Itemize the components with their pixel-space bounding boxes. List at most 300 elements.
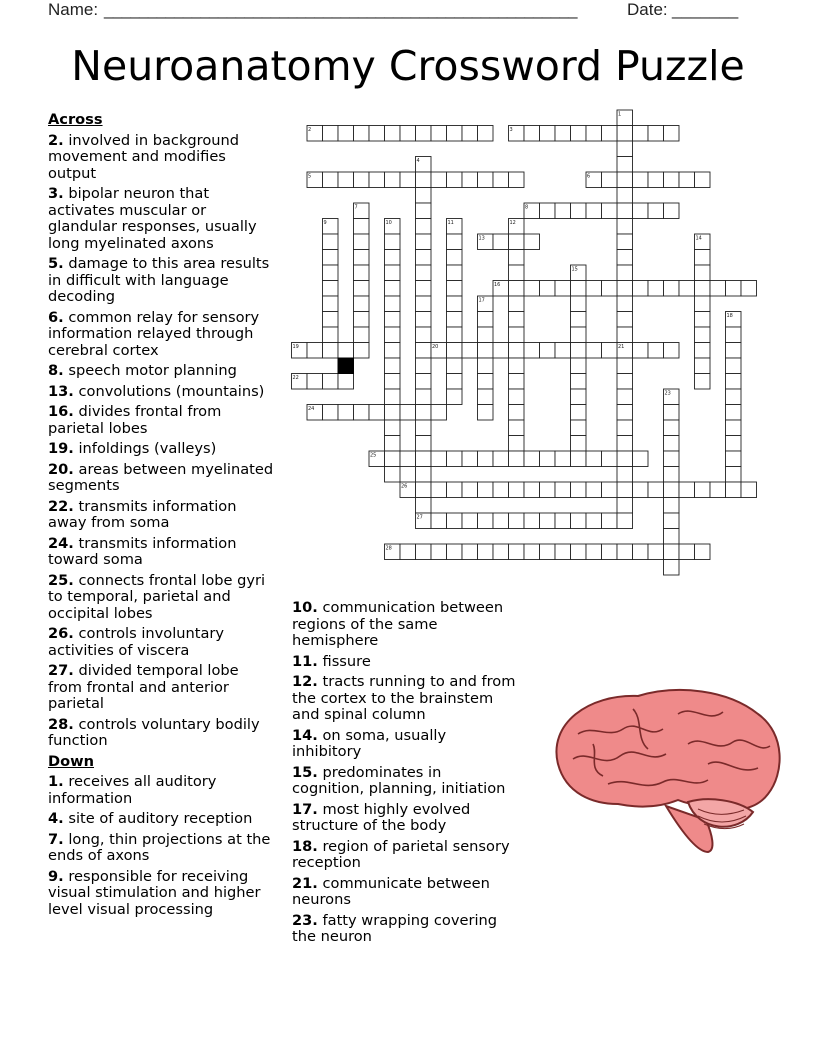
grid-cell[interactable] <box>664 172 680 188</box>
grid-cell[interactable] <box>323 281 339 297</box>
grid-cell[interactable] <box>617 141 633 157</box>
grid-cell[interactable] <box>493 343 509 359</box>
grid-cell[interactable] <box>447 343 463 359</box>
grid-cell[interactable] <box>478 312 494 328</box>
grid-cell[interactable] <box>416 436 432 452</box>
grid-cell[interactable] <box>385 327 401 343</box>
grid-cell[interactable] <box>710 482 726 498</box>
grid-cell[interactable] <box>586 343 602 359</box>
grid-cell[interactable] <box>323 405 339 421</box>
grid-cell[interactable] <box>726 482 742 498</box>
grid-cell[interactable] <box>695 250 711 266</box>
grid-cell[interactable] <box>416 265 432 281</box>
grid-cell[interactable] <box>571 436 587 452</box>
grid-cell[interactable] <box>602 451 618 467</box>
grid-cell[interactable] <box>617 265 633 281</box>
grid-cell[interactable] <box>695 482 711 498</box>
grid-cell[interactable] <box>462 343 478 359</box>
grid-cell[interactable] <box>493 172 509 188</box>
grid-cell[interactable] <box>447 358 463 374</box>
grid-cell[interactable] <box>323 250 339 266</box>
grid-cell[interactable] <box>447 544 463 560</box>
grid-cell[interactable] <box>400 405 416 421</box>
grid-cell[interactable] <box>617 327 633 343</box>
grid-cell[interactable] <box>509 312 525 328</box>
grid-cell[interactable] <box>695 172 711 188</box>
grid-cell[interactable] <box>400 126 416 142</box>
grid-cell[interactable] <box>617 126 633 142</box>
grid-cell[interactable] <box>571 544 587 560</box>
grid-cell[interactable] <box>509 296 525 312</box>
grid-cell[interactable] <box>416 467 432 483</box>
grid-cell[interactable] <box>416 420 432 436</box>
grid-cell[interactable] <box>478 172 494 188</box>
grid-cell[interactable] <box>354 250 370 266</box>
grid-cell[interactable] <box>323 234 339 250</box>
grid-cell[interactable] <box>586 281 602 297</box>
grid-cell[interactable] <box>633 343 649 359</box>
grid-cell[interactable] <box>354 281 370 297</box>
grid-cell[interactable] <box>478 358 494 374</box>
grid-cell[interactable] <box>633 281 649 297</box>
grid-cell[interactable] <box>617 250 633 266</box>
grid-cell[interactable] <box>586 451 602 467</box>
grid-cell[interactable] <box>695 544 711 560</box>
grid-cell[interactable] <box>695 296 711 312</box>
grid-cell[interactable] <box>679 281 695 297</box>
grid-cell[interactable] <box>447 482 463 498</box>
grid-cell[interactable] <box>571 281 587 297</box>
grid-cell[interactable] <box>385 405 401 421</box>
grid-cell[interactable] <box>400 451 416 467</box>
grid-cell[interactable] <box>602 203 618 219</box>
grid-cell[interactable] <box>509 436 525 452</box>
grid-cell[interactable] <box>524 281 540 297</box>
grid-cell[interactable] <box>617 312 633 328</box>
grid-cell[interactable] <box>664 281 680 297</box>
grid-cell[interactable] <box>385 374 401 390</box>
grid-cell[interactable] <box>540 513 556 529</box>
grid-cell[interactable] <box>509 327 525 343</box>
grid-cell[interactable] <box>617 358 633 374</box>
grid-cell[interactable] <box>617 420 633 436</box>
grid-cell[interactable] <box>478 327 494 343</box>
grid-cell[interactable] <box>617 389 633 405</box>
grid-cell[interactable] <box>586 203 602 219</box>
grid-cell[interactable] <box>726 420 742 436</box>
grid-cell[interactable] <box>555 482 571 498</box>
grid-cell[interactable] <box>617 544 633 560</box>
grid-cell[interactable] <box>617 172 633 188</box>
grid-cell[interactable] <box>385 296 401 312</box>
grid-cell[interactable] <box>726 436 742 452</box>
grid-cell[interactable] <box>416 498 432 514</box>
grid-cell[interactable] <box>431 482 447 498</box>
grid-cell[interactable] <box>323 172 339 188</box>
grid-cell[interactable] <box>648 482 664 498</box>
grid-cell[interactable] <box>385 467 401 483</box>
grid-cell[interactable] <box>555 513 571 529</box>
grid-cell[interactable] <box>664 467 680 483</box>
grid-cell[interactable] <box>478 451 494 467</box>
grid-cell[interactable] <box>323 343 339 359</box>
grid-cell[interactable] <box>617 296 633 312</box>
grid-cell[interactable] <box>540 451 556 467</box>
grid-cell[interactable] <box>478 544 494 560</box>
grid-cell[interactable] <box>540 544 556 560</box>
grid-cell[interactable] <box>617 234 633 250</box>
grid-cell[interactable] <box>385 265 401 281</box>
grid-cell[interactable] <box>602 343 618 359</box>
grid-cell[interactable] <box>431 405 447 421</box>
grid-cell[interactable] <box>338 374 354 390</box>
grid-cell[interactable] <box>385 343 401 359</box>
grid-cell[interactable] <box>571 312 587 328</box>
grid-cell[interactable] <box>741 482 757 498</box>
grid-cell[interactable] <box>555 451 571 467</box>
grid-cell[interactable] <box>385 126 401 142</box>
grid-cell[interactable] <box>617 374 633 390</box>
grid-cell[interactable] <box>385 451 401 467</box>
grid-cell[interactable] <box>726 451 742 467</box>
grid-cell[interactable] <box>416 296 432 312</box>
grid-cell[interactable] <box>385 436 401 452</box>
grid-cell[interactable] <box>571 203 587 219</box>
grid-cell[interactable] <box>664 451 680 467</box>
grid-cell[interactable] <box>695 312 711 328</box>
grid-cell[interactable] <box>462 451 478 467</box>
grid-cell[interactable] <box>385 234 401 250</box>
grid-cell[interactable] <box>602 281 618 297</box>
grid-cell[interactable] <box>726 374 742 390</box>
grid-cell[interactable] <box>369 405 385 421</box>
grid-cell[interactable] <box>509 234 525 250</box>
grid-cell[interactable] <box>416 188 432 204</box>
grid-cell[interactable] <box>416 250 432 266</box>
grid-cell[interactable] <box>493 234 509 250</box>
grid-cell[interactable] <box>726 467 742 483</box>
grid-cell[interactable] <box>602 482 618 498</box>
grid-cell[interactable] <box>695 281 711 297</box>
grid-cell[interactable] <box>555 126 571 142</box>
grid-cell[interactable] <box>385 358 401 374</box>
grid-cell[interactable] <box>385 389 401 405</box>
date-field[interactable]: _______ <box>672 0 739 19</box>
grid-cell[interactable] <box>447 513 463 529</box>
grid-cell[interactable] <box>462 126 478 142</box>
grid-cell[interactable] <box>617 281 633 297</box>
grid-cell[interactable] <box>416 482 432 498</box>
grid-cell[interactable] <box>354 405 370 421</box>
grid-cell[interactable] <box>509 405 525 421</box>
grid-cell[interactable] <box>416 312 432 328</box>
grid-cell[interactable] <box>571 389 587 405</box>
grid-cell[interactable] <box>679 482 695 498</box>
grid-cell[interactable] <box>509 482 525 498</box>
grid-cell[interactable] <box>617 498 633 514</box>
name-field[interactable]: ______________________________________________________ <box>104 0 577 19</box>
grid-cell[interactable] <box>586 126 602 142</box>
grid-cell[interactable] <box>617 188 633 204</box>
grid-cell[interactable] <box>307 374 323 390</box>
grid-cell[interactable] <box>509 358 525 374</box>
grid-cell[interactable] <box>524 126 540 142</box>
grid-cell[interactable] <box>338 405 354 421</box>
grid-cell[interactable] <box>648 343 664 359</box>
grid-cell[interactable] <box>633 451 649 467</box>
grid-cell[interactable] <box>416 126 432 142</box>
grid-cell[interactable] <box>664 436 680 452</box>
grid-cell[interactable] <box>478 343 494 359</box>
grid-cell[interactable] <box>385 250 401 266</box>
grid-cell[interactable] <box>478 126 494 142</box>
grid-cell[interactable] <box>338 172 354 188</box>
grid-cell[interactable] <box>509 265 525 281</box>
grid-cell[interactable] <box>416 405 432 421</box>
grid-cell[interactable] <box>586 513 602 529</box>
grid-cell[interactable] <box>354 327 370 343</box>
grid-cell[interactable] <box>385 172 401 188</box>
grid-cell[interactable] <box>571 296 587 312</box>
grid-cell[interactable] <box>354 234 370 250</box>
grid-cell[interactable] <box>478 374 494 390</box>
grid-cell[interactable] <box>540 343 556 359</box>
grid-cell[interactable] <box>400 544 416 560</box>
grid-cell[interactable] <box>664 343 680 359</box>
grid-cell[interactable] <box>431 513 447 529</box>
grid-cell[interactable] <box>493 482 509 498</box>
grid-cell[interactable] <box>679 544 695 560</box>
grid-cell[interactable] <box>447 327 463 343</box>
grid-cell[interactable] <box>648 544 664 560</box>
grid-cell[interactable] <box>726 405 742 421</box>
grid-cell[interactable] <box>354 219 370 235</box>
grid-cell[interactable] <box>416 544 432 560</box>
grid-cell[interactable] <box>509 513 525 529</box>
grid-cell[interactable] <box>648 172 664 188</box>
grid-cell[interactable] <box>602 544 618 560</box>
grid-cell[interactable] <box>447 451 463 467</box>
grid-cell[interactable] <box>447 234 463 250</box>
grid-cell[interactable] <box>323 327 339 343</box>
grid-cell[interactable] <box>447 389 463 405</box>
grid-cell[interactable] <box>679 172 695 188</box>
grid-cell[interactable] <box>664 544 680 560</box>
grid-cell[interactable] <box>741 281 757 297</box>
grid-cell[interactable] <box>617 405 633 421</box>
grid-cell[interactable] <box>416 203 432 219</box>
grid-cell[interactable] <box>633 126 649 142</box>
grid-cell[interactable] <box>571 420 587 436</box>
grid-cell[interactable] <box>509 544 525 560</box>
grid-cell[interactable] <box>555 343 571 359</box>
grid-cell[interactable] <box>307 343 323 359</box>
grid-cell[interactable] <box>447 312 463 328</box>
grid-cell[interactable] <box>710 281 726 297</box>
grid-cell[interactable] <box>431 544 447 560</box>
grid-cell[interactable] <box>571 343 587 359</box>
grid-cell[interactable] <box>571 374 587 390</box>
grid-cell[interactable] <box>695 358 711 374</box>
grid-cell[interactable] <box>447 374 463 390</box>
grid-cell[interactable] <box>493 513 509 529</box>
grid-cell[interactable] <box>524 513 540 529</box>
grid-cell[interactable] <box>323 312 339 328</box>
grid-cell[interactable] <box>416 374 432 390</box>
grid-cell[interactable] <box>462 513 478 529</box>
grid-cell[interactable] <box>447 265 463 281</box>
grid-cell[interactable] <box>664 126 680 142</box>
grid-cell[interactable] <box>354 343 370 359</box>
grid-cell[interactable] <box>509 343 525 359</box>
grid-cell[interactable] <box>617 219 633 235</box>
grid-cell[interactable] <box>385 312 401 328</box>
grid-cell[interactable] <box>571 327 587 343</box>
grid-cell[interactable] <box>509 281 525 297</box>
grid-cell[interactable] <box>602 172 618 188</box>
grid-cell[interactable] <box>664 420 680 436</box>
grid-cell[interactable] <box>540 482 556 498</box>
grid-cell[interactable] <box>385 420 401 436</box>
grid-cell[interactable] <box>540 126 556 142</box>
grid-cell[interactable] <box>571 126 587 142</box>
grid-cell[interactable] <box>478 405 494 421</box>
grid-cell[interactable] <box>369 126 385 142</box>
grid-cell[interactable] <box>354 296 370 312</box>
grid-cell[interactable] <box>323 126 339 142</box>
grid-cell[interactable] <box>571 358 587 374</box>
grid-cell[interactable] <box>540 203 556 219</box>
grid-cell[interactable] <box>571 405 587 421</box>
grid-cell[interactable] <box>447 172 463 188</box>
grid-cell[interactable] <box>617 482 633 498</box>
grid-cell[interactable] <box>524 343 540 359</box>
grid-cell[interactable] <box>338 343 354 359</box>
grid-cell[interactable] <box>664 498 680 514</box>
grid-cell[interactable] <box>633 482 649 498</box>
grid-cell[interactable] <box>571 451 587 467</box>
grid-cell[interactable] <box>540 281 556 297</box>
grid-cell[interactable] <box>462 172 478 188</box>
grid-cell[interactable] <box>416 327 432 343</box>
grid-cell[interactable] <box>664 203 680 219</box>
grid-cell[interactable] <box>462 482 478 498</box>
grid-cell[interactable] <box>354 312 370 328</box>
grid-cell[interactable] <box>416 234 432 250</box>
grid-cell[interactable] <box>478 513 494 529</box>
grid-cell[interactable] <box>726 327 742 343</box>
grid-cell[interactable] <box>524 451 540 467</box>
grid-cell[interactable] <box>416 343 432 359</box>
grid-cell[interactable] <box>695 374 711 390</box>
grid-cell[interactable] <box>555 203 571 219</box>
grid-cell[interactable] <box>416 389 432 405</box>
grid-cell[interactable] <box>447 250 463 266</box>
grid-cell[interactable] <box>617 203 633 219</box>
grid-cell[interactable] <box>462 544 478 560</box>
grid-cell[interactable] <box>416 172 432 188</box>
grid-cell[interactable] <box>633 544 649 560</box>
grid-cell[interactable] <box>493 544 509 560</box>
grid-cell[interactable] <box>354 172 370 188</box>
grid-cell[interactable] <box>586 482 602 498</box>
grid-cell[interactable] <box>323 265 339 281</box>
grid-cell[interactable] <box>416 358 432 374</box>
grid-cell[interactable] <box>555 544 571 560</box>
grid-cell[interactable] <box>354 126 370 142</box>
grid-cell[interactable] <box>648 126 664 142</box>
grid-cell[interactable] <box>416 219 432 235</box>
grid-cell[interactable] <box>617 451 633 467</box>
grid-cell[interactable] <box>354 265 370 281</box>
grid-cell[interactable] <box>664 513 680 529</box>
grid-cell[interactable] <box>664 560 680 576</box>
grid-cell[interactable] <box>648 281 664 297</box>
grid-cell[interactable] <box>524 482 540 498</box>
grid-cell[interactable] <box>509 172 525 188</box>
grid-cell[interactable] <box>493 451 509 467</box>
grid-cell[interactable] <box>431 451 447 467</box>
grid-cell[interactable] <box>695 327 711 343</box>
grid-cell[interactable] <box>602 126 618 142</box>
grid-cell[interactable] <box>586 544 602 560</box>
grid-cell[interactable] <box>431 172 447 188</box>
grid-cell[interactable] <box>509 420 525 436</box>
grid-cell[interactable] <box>726 281 742 297</box>
grid-cell[interactable] <box>509 374 525 390</box>
grid-cell[interactable] <box>617 436 633 452</box>
grid-cell[interactable] <box>617 467 633 483</box>
grid-cell[interactable] <box>478 482 494 498</box>
grid-cell[interactable] <box>602 513 618 529</box>
grid-cell[interactable] <box>509 250 525 266</box>
grid-cell[interactable] <box>648 203 664 219</box>
grid-cell[interactable] <box>431 126 447 142</box>
grid-cell[interactable] <box>416 281 432 297</box>
grid-cell[interactable] <box>385 281 401 297</box>
grid-cell[interactable] <box>726 358 742 374</box>
grid-cell[interactable] <box>369 172 385 188</box>
grid-cell[interactable] <box>695 343 711 359</box>
grid-cell[interactable] <box>617 513 633 529</box>
grid-cell[interactable] <box>571 513 587 529</box>
grid-cell[interactable] <box>524 234 540 250</box>
grid-cell[interactable] <box>664 482 680 498</box>
grid-cell[interactable] <box>633 172 649 188</box>
grid-cell[interactable] <box>400 172 416 188</box>
grid-cell[interactable] <box>509 389 525 405</box>
grid-cell[interactable] <box>664 405 680 421</box>
grid-cell[interactable] <box>524 544 540 560</box>
grid-cell[interactable] <box>478 389 494 405</box>
grid-cell[interactable] <box>664 529 680 545</box>
grid-cell[interactable] <box>323 374 339 390</box>
grid-cell[interactable] <box>617 157 633 173</box>
grid-cell[interactable] <box>555 281 571 297</box>
grid-cell[interactable] <box>447 281 463 297</box>
grid-cell[interactable] <box>726 389 742 405</box>
grid-cell[interactable] <box>695 265 711 281</box>
grid-cell[interactable] <box>338 126 354 142</box>
grid-cell[interactable] <box>447 296 463 312</box>
grid-cell[interactable] <box>726 343 742 359</box>
grid-cell[interactable] <box>509 451 525 467</box>
grid-cell[interactable] <box>416 451 432 467</box>
grid-cell[interactable] <box>447 126 463 142</box>
grid-cell[interactable] <box>633 203 649 219</box>
grid-cell[interactable] <box>571 482 587 498</box>
grid-cell[interactable] <box>323 296 339 312</box>
